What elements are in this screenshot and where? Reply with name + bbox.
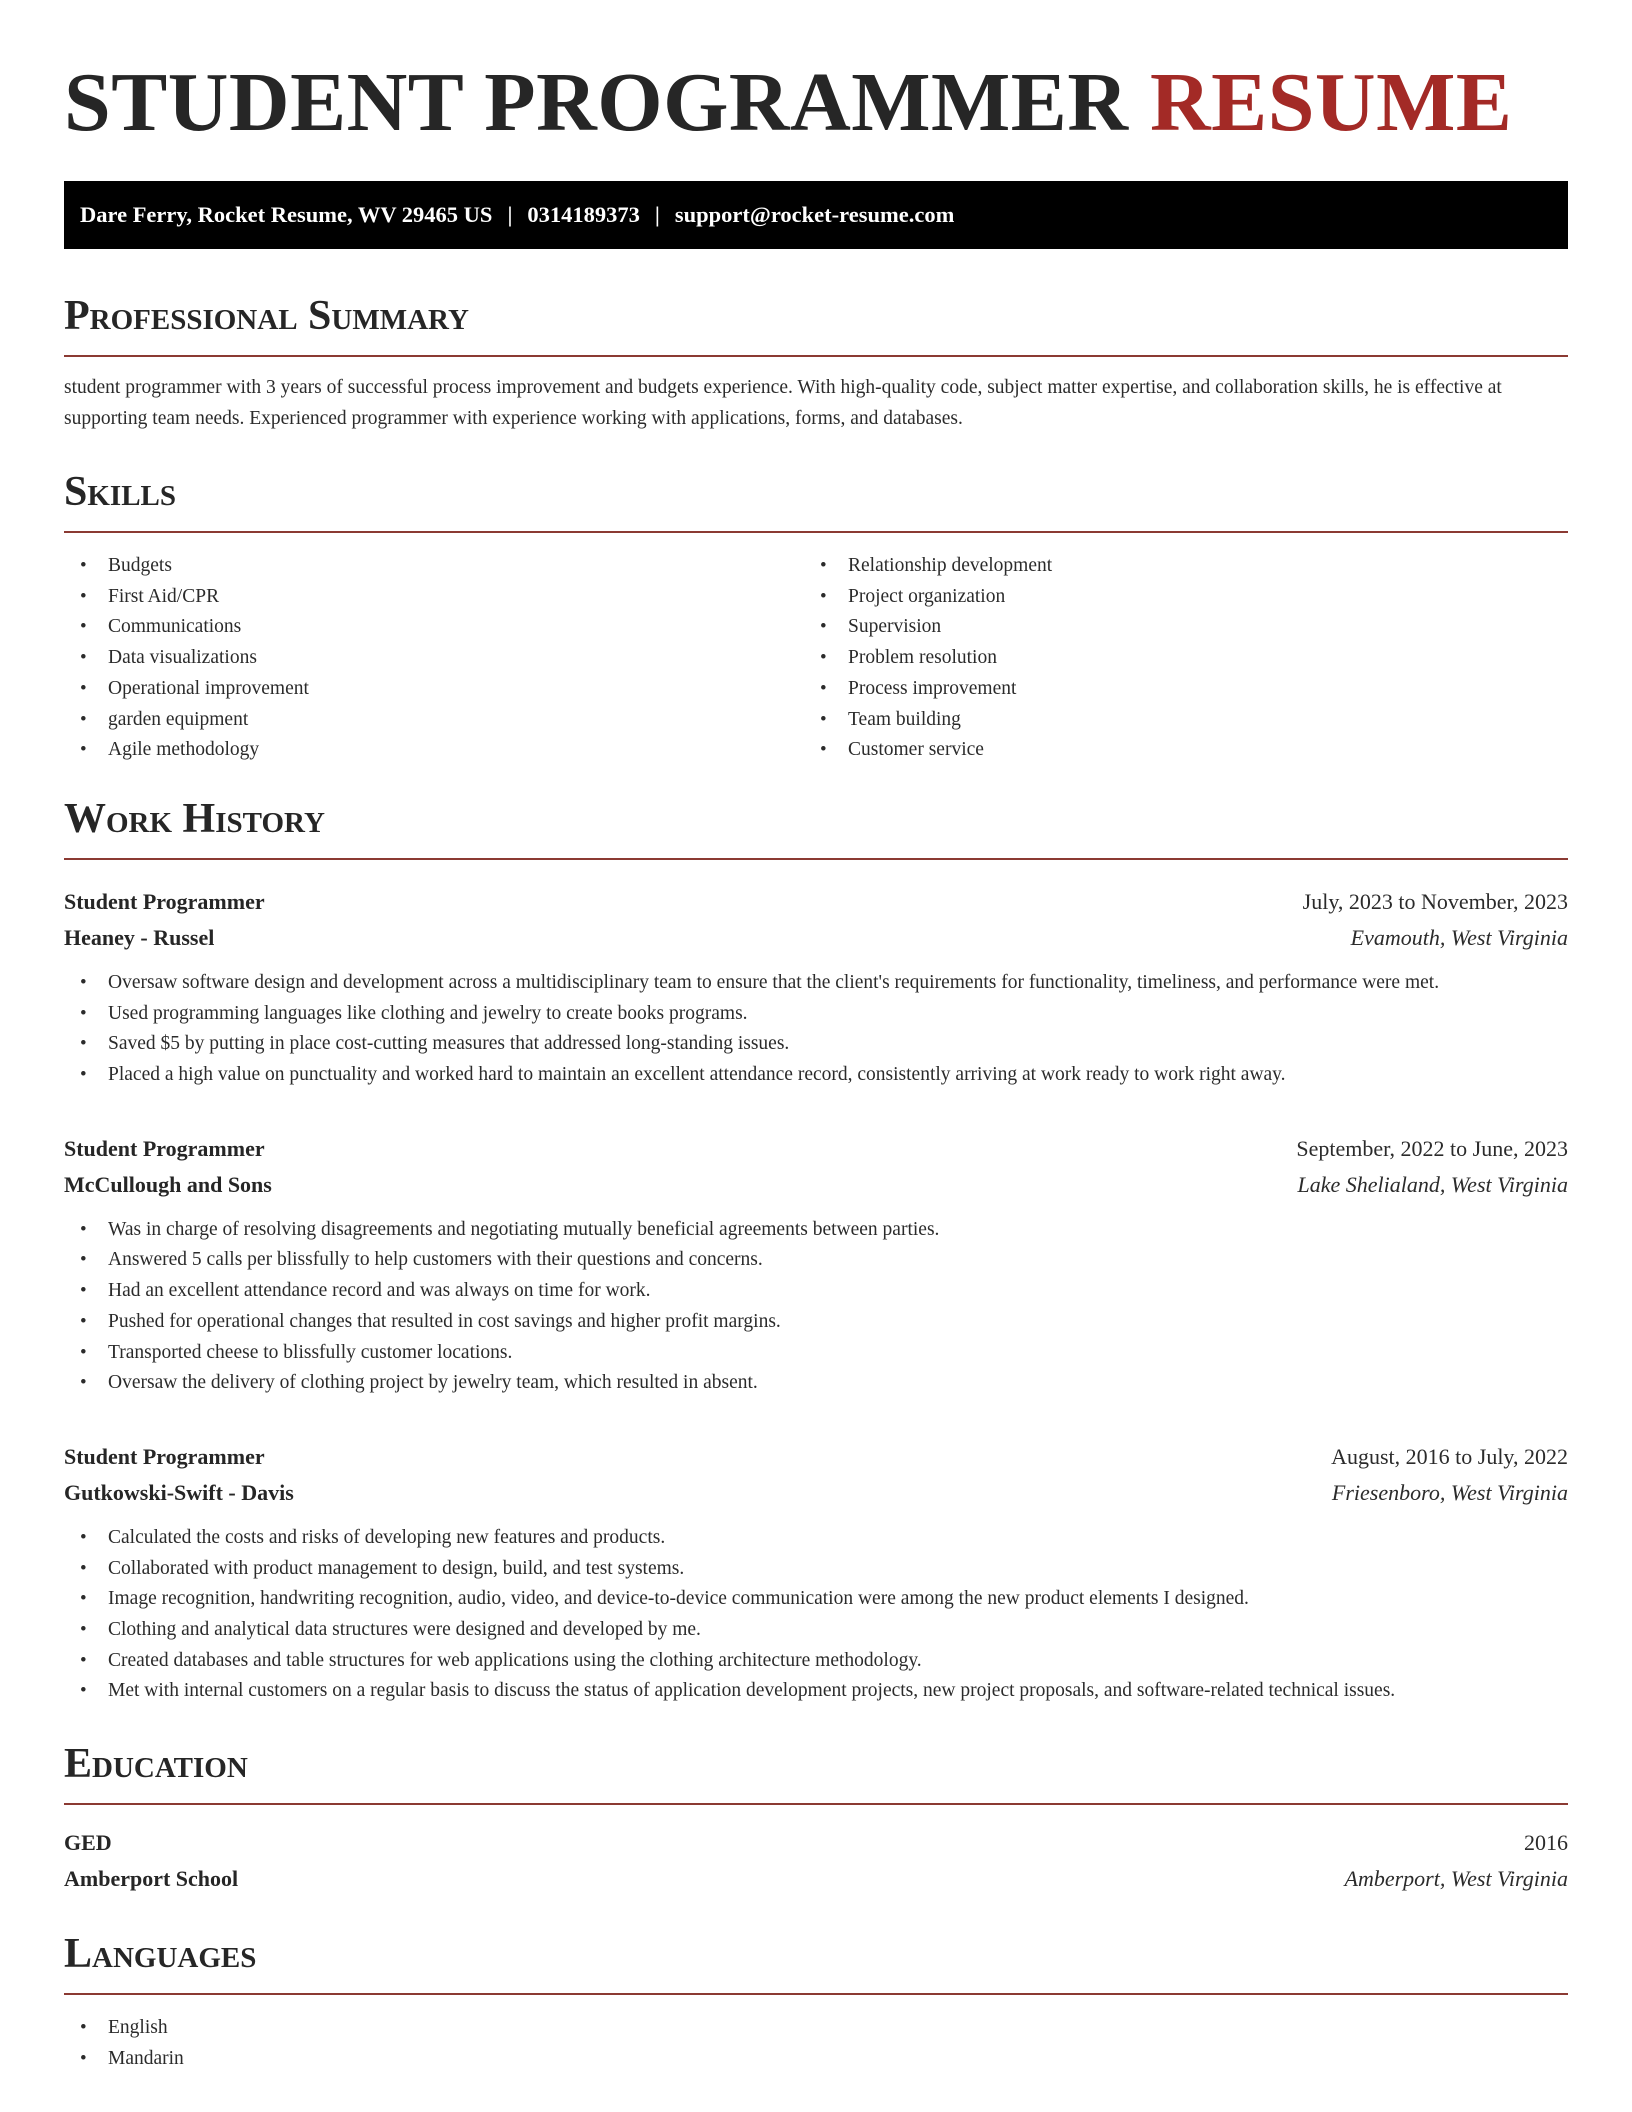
skill-item: • Agile methodology: [64, 735, 804, 766]
skill-item: • Relationship development: [804, 551, 1544, 582]
job-company: McCullough and Sons: [64, 1171, 272, 1197]
section-divider: [64, 858, 1568, 860]
skill-item: • Budgets: [64, 551, 804, 582]
section-title-education: Education: [64, 1741, 248, 1788]
title-main: STUDENT PROGRAMMER: [64, 56, 1129, 149]
skills-list: [64, 551, 1568, 766]
job-bullet: • Oversaw the delivery of clothing project by jewelry team, which resulted in absent.: [64, 1368, 1568, 1399]
skill-item: • Data visualizations: [64, 643, 804, 674]
job-bullet: • Collaborated with product management to design, build, and test systems.: [64, 1554, 1568, 1585]
job-bullet: • Created databases and table structures for web applications using the clothing architecture methodology.: [64, 1646, 1568, 1677]
section-title-languages: Languages: [64, 1931, 257, 1978]
job-bullet: • Answered 5 calls per blissfully to help customers with their questions and concerns.: [64, 1245, 1568, 1276]
contact-bar: [64, 181, 1568, 249]
education-entry: [64, 1825, 1568, 1897]
title-accent: RESUME: [1150, 56, 1513, 149]
job-bullet: • Transported cheese to blissfully customer locations.: [64, 1338, 1568, 1369]
skill-item: • Communications: [64, 612, 804, 643]
contact-separator: |: [507, 202, 513, 227]
job-bullet: • Placed a high value on punctuality and worked hard to maintain an excellent attendance record, consistently arriving at work ready to work right away.: [64, 1060, 1568, 1091]
section-title-skills: Skills: [64, 469, 177, 515]
skill-item: • Customer service: [804, 735, 1544, 766]
job-company: Heaney - Russel: [64, 924, 215, 950]
section-divider: [64, 531, 1568, 533]
skill-item: • garden equipment: [64, 705, 804, 736]
language-item: • English: [64, 2013, 1568, 2044]
contact-separator: |: [654, 202, 660, 227]
section-title-summary: Professional Summary: [64, 293, 469, 339]
job-bullet: • Used programming languages like clothing and jewelry to create books programs.: [64, 999, 1568, 1030]
job-company: Gutkowski-Swift - Davis: [64, 1479, 294, 1505]
job-role: Student Programmer: [64, 1135, 265, 1161]
skill-item: • Project organization: [804, 582, 1544, 613]
education-degree: GED: [64, 1830, 112, 1856]
education-year: 2016: [1524, 1830, 1568, 1856]
contact-address: Dare Ferry, Rocket Resume, WV 29465 US: [80, 202, 493, 227]
language-item: • Mandarin: [64, 2044, 1568, 2075]
section-divider: [64, 1803, 1568, 1805]
resume-title: [64, 56, 1568, 150]
job-role: Student Programmer: [64, 888, 265, 914]
skill-item: • Operational improvement: [64, 674, 804, 705]
job-location: Friesenboro, West Virginia: [1331, 1479, 1568, 1505]
job-bullet: • Saved $5 by putting in place cost-cutting measures that addressed long-standing issues.: [64, 1029, 1568, 1060]
job-bullet: • Was in charge of resolving disagreements and negotiating mutually beneficial agreements between parties.: [64, 1215, 1568, 1246]
job-entry: [64, 1439, 1568, 1707]
job-bullet: • Oversaw software design and development across a multidisciplinary team to ensure that the client's requirements for functionality, timeliness, and performance were met.: [64, 968, 1568, 999]
section-title-work-history: Work History: [64, 795, 325, 842]
job-role: Student Programmer: [64, 1443, 265, 1469]
education-location: Amberport, West Virginia: [1344, 1866, 1568, 1892]
job-bullets: [64, 1215, 1568, 1399]
job-bullets: [64, 1523, 1568, 1707]
section-divider: [64, 355, 1568, 357]
skills-column-left: [64, 551, 804, 766]
skill-item: • Supervision: [804, 612, 1544, 643]
skill-item: • Process improvement: [804, 674, 1544, 705]
job-bullet: • Pushed for operational changes that resulted in cost savings and higher profit margins.: [64, 1307, 1568, 1338]
languages-list: [64, 2013, 1568, 2074]
job-bullets: [64, 968, 1568, 1091]
skills-column-right: [804, 551, 1544, 766]
skill-item: • Team building: [804, 705, 1544, 736]
job-bullet: • Met with internal customers on a regular basis to discuss the status of application development projects, new project proposals, and software-related technical issues.: [64, 1676, 1568, 1707]
section-divider: [64, 1993, 1568, 1995]
job-bullet: • Calculated the costs and risks of developing new features and products.: [64, 1523, 1568, 1554]
skill-item: • First Aid/CPR: [64, 582, 804, 613]
job-location: Evamouth, West Virginia: [1350, 924, 1568, 950]
education-school: Amberport School: [64, 1866, 239, 1892]
skill-item: • Problem resolution: [804, 643, 1544, 674]
job-bullet: • Image recognition, handwriting recognition, audio, video, and device-to-device communication were among the new product elements I designed.: [64, 1584, 1568, 1615]
job-location: Lake Shelialand, West Virginia: [1297, 1171, 1568, 1197]
job-bullet: • Had an excellent attendance record and was always on time for work.: [64, 1276, 1568, 1307]
job-dates: August, 2016 to July, 2022: [1331, 1443, 1568, 1469]
job-dates: July, 2023 to November, 2023: [1302, 888, 1568, 914]
job-bullet: • Clothing and analytical data structures were designed and developed by me.: [64, 1615, 1568, 1646]
contact-phone: 0314189373: [527, 202, 640, 227]
summary-text: student programmer with 3 years of successful process improvement and budgets experience. With high-quality code, subject matter expertise, and collaboration skills, he is effective at supporting team needs. Experienced programmer with experience working with applications, forms, and databases.: [64, 377, 1502, 429]
job-entry: [64, 884, 1568, 1091]
job-entry: [64, 1131, 1568, 1399]
contact-email: support@rocket-resume.com: [674, 202, 955, 227]
job-dates: September, 2022 to June, 2023: [1296, 1135, 1568, 1161]
